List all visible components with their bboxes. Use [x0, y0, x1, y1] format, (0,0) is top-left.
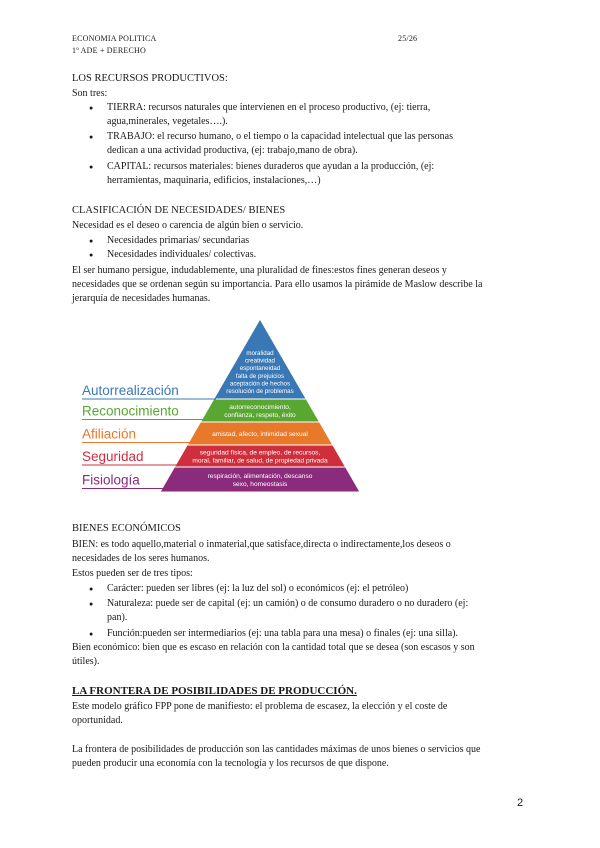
- recursos-intro: Son tres:: [72, 88, 108, 99]
- maslow-pyramid: [78, 317, 360, 497]
- pyramid-text-1-3: espontaneidad: [239, 365, 281, 373]
- pyramid-text-3-1: amistad, afecto, intimidad sexual: [212, 431, 308, 438]
- pyramid-text-1-1: moralidad: [246, 350, 274, 357]
- bullet-trabajo: ● TRABAJO: el recurso humano, o el tiempo o la capacidad intelectual que las personas: [107, 130, 453, 144]
- pyramid-text-5-1: respiración, alimentación, descanso: [207, 473, 313, 481]
- maslow-para-l2: necesidades que se ordenan según su importancia. Para ello usamos la pirámide de Maslow describe la: [72, 279, 483, 290]
- section-title-bienes: BIENES ECONÓMICOS: [72, 523, 181, 534]
- bullet-trabajo-cont: dedican a una actividad productiva, (ej: trabajo,mano de obra).: [107, 145, 358, 156]
- fpp-para2-l1: La frontera de posibilidades de producción son las cantidades máximas de unos bienes o servicios que: [72, 744, 481, 755]
- pyramid-label-1: Autorrealización: [82, 383, 179, 398]
- pyramid-label-3: Afiliación: [82, 426, 137, 442]
- bien-economico-l2: útiles).: [72, 656, 100, 667]
- pyramid-text-5-2: sexo, homeostasis: [232, 480, 288, 488]
- pyramid-label-4: Seguridad: [82, 449, 144, 464]
- bienes-tipos-intro: Estos pueden ser de tres tipos:: [72, 568, 193, 579]
- fpp-para1-l2: oportunidad.: [72, 715, 123, 726]
- pyramid-text-1-4: falta de prejuicios: [235, 372, 285, 380]
- page-number: 2: [517, 797, 524, 809]
- pyramid-label-5: Fisiología: [82, 472, 140, 488]
- header-group: 1º ADE + DERECHO: [72, 46, 146, 55]
- bien-economico-l1: Bien económico: bien que es escaso en relación con la cantidad total que se desea (son escasos y son: [72, 642, 475, 653]
- section-title-necesidades: CLASIFICACIÓN DE NECESIDADES/ BIENES: [72, 205, 286, 216]
- maslow-para-l1: El ser humano persigue, indudablemente, una pluralidad de fines:estos fines generan deseos y: [72, 265, 447, 276]
- pyramid-text-1-6: resolución de problemas: [226, 388, 294, 395]
- section-title-fpp: LA FRONTERA DE POSIBILIDADES DE PRODUCCIÓN.: [72, 685, 357, 697]
- maslow-para-l3: jerarquía de necesidades humanas.: [72, 293, 211, 304]
- bullet-naturaleza: ● Naturaleza: puede ser de capital (ej: un camión) o de consumo duradero o no duradero (ej:: [107, 597, 468, 611]
- pyramid-text-1-5: aceptación de hechos: [229, 380, 291, 388]
- bullet-tierra: ● TIERRA: recursos naturales que intervienen en el proceso productivo, (ej: tierra,: [107, 101, 430, 115]
- bullet-capital-cont: herramientas, maquinaria, edificios, instalaciones,…): [107, 175, 321, 186]
- bullet-caracter: ● Carácter: pueden ser libres (ej: la luz del sol) o económicos (ej: el petróleo): [107, 582, 408, 596]
- pyramid-text-4-2: moral, familiar, de salud, de propiedad privada: [192, 457, 328, 465]
- section-title-recursos: LOS RECURSOS PRODUCTIVOS:: [72, 73, 228, 84]
- pyramid-text-2-2: confianza, respeto, éxito: [224, 411, 296, 419]
- bien-def-l1: BIEN: es todo aquello,material o inmaterial,que satisface,directa o indirectamente,los deseos o: [72, 539, 451, 550]
- pyramid-text-1-2: creatividad: [245, 357, 275, 365]
- bullet-primarias: ● Necesidades primarias/ secundarias: [107, 234, 249, 248]
- pyramid-text-4-1: seguridad física, de empleo, de recursos,: [199, 449, 321, 457]
- fpp-para2-l2: pueden producir una economía con la tecnología y los recursos de que dispone.: [72, 758, 389, 769]
- bullet-naturaleza-cont: pan).: [107, 612, 128, 623]
- bullet-funcion: ● Función:pueden ser intermediarios (ej: una tabla para una mesa) o finales (ej: una silla).: [107, 627, 458, 641]
- bien-def-l2: necesidades de los seres humanos.: [72, 553, 210, 564]
- bullet-capital: ● CAPITAL: recursos materiales: bienes duraderos que ayudan a la producción, (ej:: [107, 160, 434, 174]
- fpp-para1-l1: Este modelo gráfico FPP pone de manifiesto: el problema de escasez, la elección y el coste de: [72, 701, 448, 712]
- bullet-individuales: ● Necesidades individuales/ colectivas.: [107, 248, 256, 262]
- header-course: ECONOMIA POLITICA: [72, 34, 157, 43]
- bullet-tierra-cont: agua,minerales, vegetales….).: [107, 116, 228, 127]
- necesidad-def: Necesidad es el deseo o carencia de algún bien o servicio.: [72, 220, 304, 231]
- pyramid-text-2-1: autorreconocimiento,: [229, 404, 291, 412]
- pyramid-label-2: Reconocimiento: [82, 403, 179, 419]
- header-date: 25/26: [398, 34, 418, 43]
